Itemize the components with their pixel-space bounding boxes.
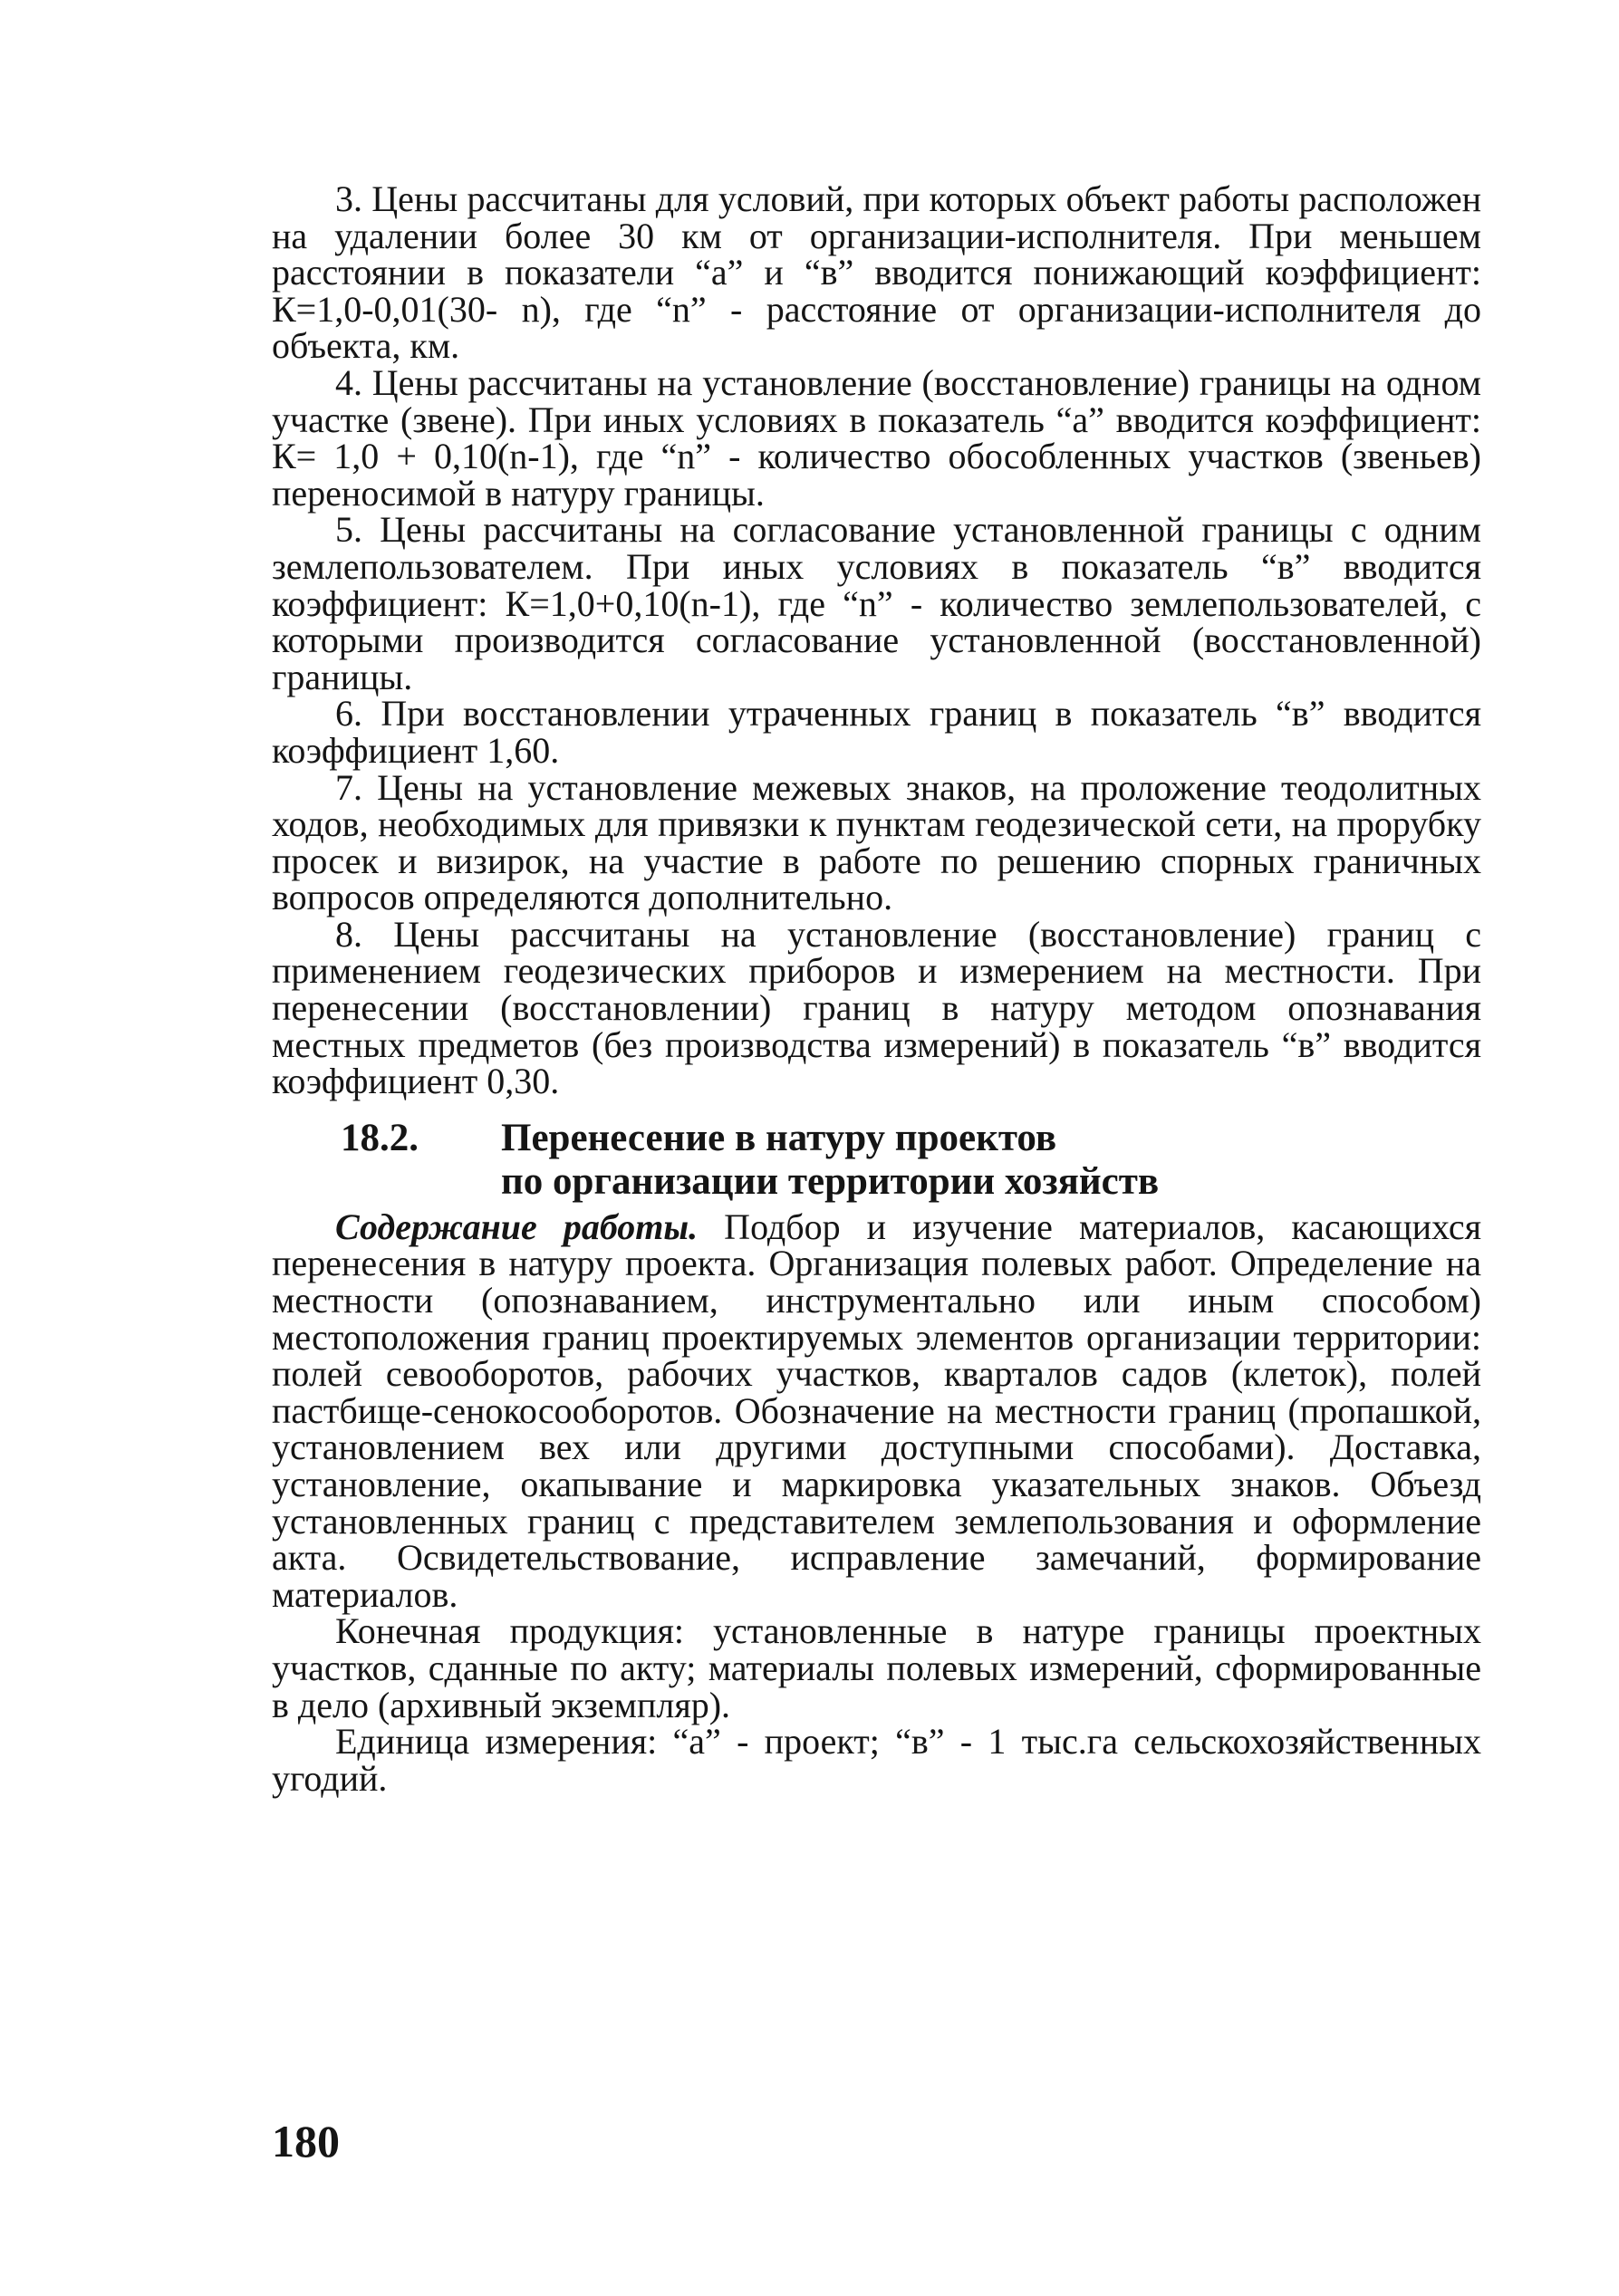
- final-product-paragraph: Конечная продукция: установленные в натуре границы проектных участков, сданные по акту; материалы полевых измерений, сформированные в дело (архивный экземпляр).: [272, 1610, 1481, 1725]
- paragraph-item-8: 8. Цены рассчитаны на установление (восстановление) границ с применением геодезических приборов и измерением на местности. При перенесении (восстановлении) границ в натуру методом опознавания местных предметов (без производства измерений) в показатель “в” вводится коэффициент 0,30.: [272, 913, 1481, 1102]
- work-content-paragraph: [272, 1206, 1482, 1615]
- paragraph-item-3: 3. Цены рассчитаны для условий, при которых объект работы расположен на удалении более 30 км от организации-исполнителя. При меньшем расстоянии в показатели “а” и “в” вводится понижающий коэффициент: К=1,0-0,01(30- n), где “n” - расстояние от организации-исполнителя до объекта, км.: [272, 178, 1481, 367]
- paragraph-item-6: 6. При восстановлении утраченных границ в показатель “в” вводится коэффициент 1,60.: [272, 693, 1481, 771]
- section-heading: [272, 1117, 1481, 1204]
- paragraph-item-7: 7. Цены на установление межевых знаков, на проложение теодолитных ходов, необходимых для привязки к пунктам геодезической сети, на прорубку просек и визирок, на участие в работе по решению спорных граничных вопросов определяются дополнительно.: [272, 766, 1481, 918]
- section-number: 18.2.: [341, 1116, 419, 1159]
- paragraph-item-4: 4. Цены рассчитаны на установление (восстановление) границы на одном участке (звене). При иных условиях в показатель “а” вводится коэффициент: К= 1,0 + 0,10(n-1), где “n” - количество обособленных участков (звеньев) переносимой в натуру границы.: [272, 361, 1481, 514]
- work-content-lead: Содержание работы.: [335, 1206, 699, 1247]
- page-number: 180: [272, 2116, 340, 2166]
- work-content-text: Подбор и изучение материалов, касающихся перенесения в натуру проекта. Организация полевых работ. Определение на местности (опознаванием, инструментально или иным способом) местоположения границ проектируемых элементов организации территории: полей севооборотов, рабочих участков, кварталов садов (клеток), полей пастбище-сенокосооборотов. Обозначение на местности границ (пропашкой, установлением вех или другими доступными способами). Доставка, установление, окапывание и маркировка указательных знаков. Объезд установленных границ с представителем землепользования и оформление акта. Освидетельствование, исправление замечаний, формирование материалов.: [272, 1206, 1482, 1615]
- section-title: Перенесение в натуру проектов по организации территории хозяйств: [501, 1116, 1160, 1203]
- page-body: [272, 178, 1482, 1799]
- unit-paragraph: Единица измерения: “а” - проект; “в” - 1 тыс.га сельскохозяйственных угодий.: [272, 1721, 1481, 1799]
- paragraph-item-5: 5. Цены рассчитаны на согласование установленной границы с одним землепользователем. При иных условиях в показатель “в” вводится коэффициент: К=1,0+0,10(n-1), где “n” - количество землепользователей, с которыми производится согласование установленной (восстановленной) границы.: [272, 509, 1481, 697]
